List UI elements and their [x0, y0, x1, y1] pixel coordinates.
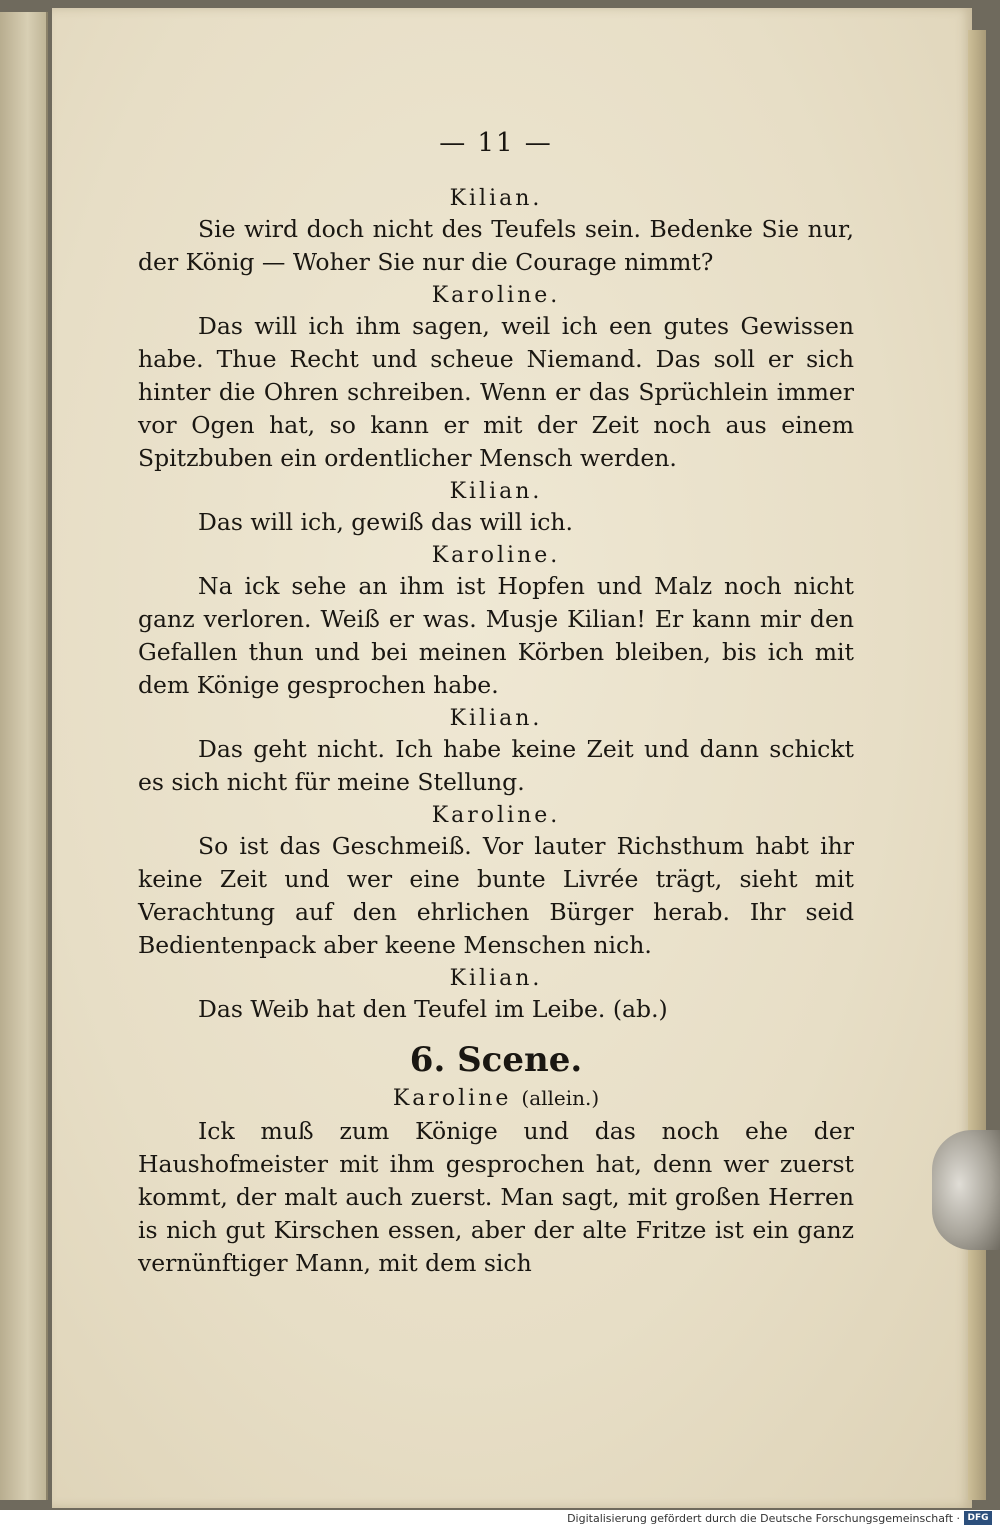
speaker-name: Karoline. — [431, 543, 561, 568]
dialogue-paragraph: Das will ich ihm sagen, weil ich een gutes Gewissen habe. Thue Recht und scheue Niemand. Das soll er sich hinter die Ohren schreiben. Wenn er das Sprüchlein immer vor Ogen hat, so kann er mit der Zeit noch aus einem Spitzbuben ein ordentlicher Mensch werden. — [138, 312, 854, 472]
speaker-name: Kilian. — [449, 706, 543, 731]
dfg-logo: DFG — [964, 1511, 992, 1525]
speaker-name: Kilian. — [449, 966, 543, 991]
dialogue-blocks — [138, 186, 854, 1026]
dialogue-paragraph: Das Weib hat den Teufel im Leibe. (ab.) — [198, 995, 668, 1023]
speaker-name: Kilian. — [449, 186, 543, 211]
dialogue-paragraph: Das geht nicht. Ich habe keine Zeit und dann schickt es sich nicht für meine Stellung. — [138, 735, 854, 796]
scene-paragraph: Ick muß zum Könige und das noch ehe der Haushofmeister mit ihm gesprochen hat, denn wer zuerst kommt, der malt auch zuerst. Man sagt, mit großen Herren is nich gut Kirschen essen, aber der alte Fritze ist ein ganz vernünftiger Mann, mit dem sich — [138, 1117, 854, 1277]
speaker-name: Kilian. — [449, 479, 543, 504]
speaker-name: Karoline. — [431, 283, 561, 308]
previous-page-edge — [0, 12, 48, 1500]
scene-heading: 6. Scene. — [409, 1040, 583, 1080]
dialogue-paragraph: Sie wird doch nicht des Teufels sein. Bedenke Sie nur, der König — Woher Sie nur die Courage nimmt? — [138, 215, 854, 276]
speaker-name: Karoline. — [431, 803, 561, 828]
footer-credit: Digitalisierung gefördert durch die Deutsche Forschungsgemeinschaft · — [567, 1512, 960, 1525]
stage-direction: (allein.) — [521, 1086, 600, 1110]
page-text — [138, 128, 854, 1284]
scene-speaker — [138, 1086, 854, 1111]
dialogue-paragraph: Na ick sehe an ihm ist Hopfen und Malz noch nicht ganz verloren. Weiß er was. Musje Kilian! Er kann mir den Gefallen thun und bei meinen Körben bleiben, bis ich mit dem Könige gesprochen habe. — [138, 572, 854, 699]
page-stack-edge — [968, 30, 986, 1500]
scene-speaker-name: Karoline — [392, 1086, 512, 1111]
page-number: — 11 — — [439, 128, 553, 158]
dialogue-paragraph: So ist das Geschmeiß. Vor lauter Richsthum habt ihr keine Zeit und wer eine bunte Livrée trägt, sieht mit Verachtung auf den ehrlichen Bürger herab. Ihr seid Bedientenpack aber keene Menschen nich. — [138, 832, 854, 959]
page-clip-shape — [932, 1130, 1000, 1250]
dialogue-paragraph: Das will ich, gewiß das will ich. — [198, 508, 574, 536]
